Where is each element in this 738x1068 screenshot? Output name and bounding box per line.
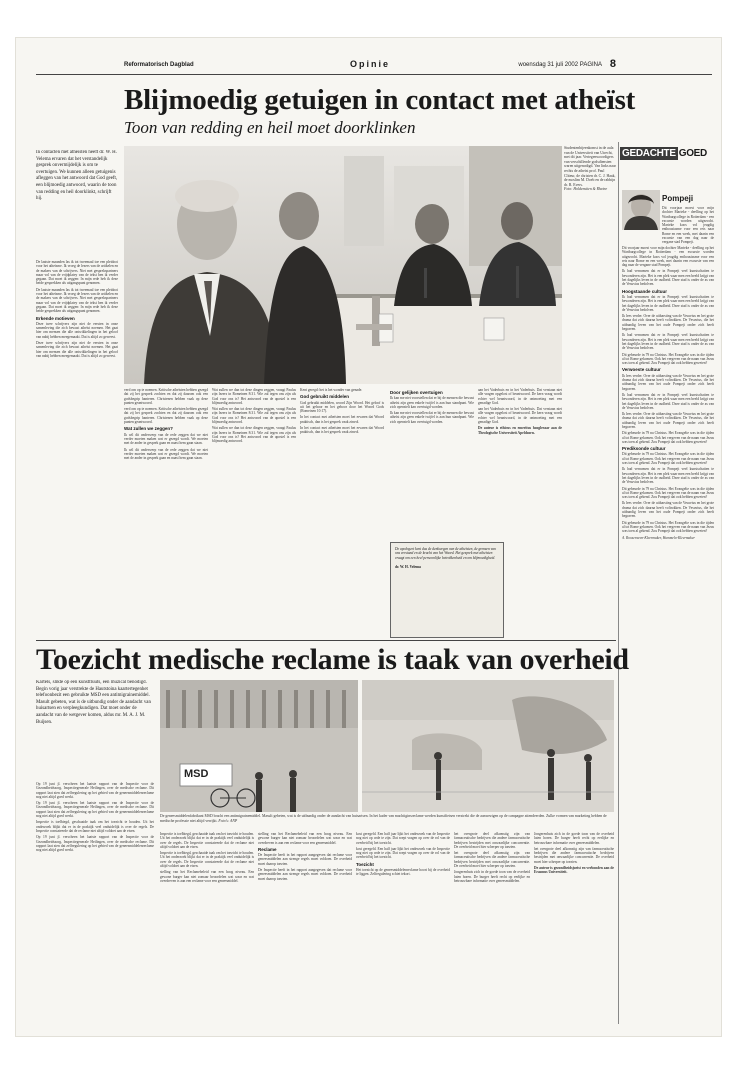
article2-column-6 (534, 832, 614, 1024)
article2-body-5: het overgrote deel afkomstig zijn van farmaceutische bedrijven die andere farmaceutische bedrijven bestrijden met onwaarlijke concurrentie. De overheid moet hier scherper op toezien. (454, 832, 530, 849)
article1-pullquote (390, 542, 504, 638)
article2-lead: Kartels, slikte op een kunstfluuts, een muzical benodigd. Begin vorig jaar verstrekte de Hautstoina kaartertegenhet telefoonbezit een gebruikte MSD een antimigrainemiddel. Masult gebeten, wat is de uitbundig onder de aandacht van huisartsen en verpleegkundigen. Dat moet onder de aandacht van de wetgever komen, aldus mr. M. A. J. M. Buijsen. (36, 680, 151, 725)
article1-heading-3: God gebruikt middelen (300, 394, 350, 400)
article2-heading-1: Reclame (258, 846, 277, 852)
article1-body-left-filler: De laatste maanden las ik tot tweemaal toe een pleidooi voor het atheïsme. Ik vroeg de lezers van de artikelen en de makers van de schrijvers. Niet met gesprekspartners maar vol van de vrijdplatey van de tekst ben ik verder gegaan. Dat moet ik zeggen: In mijn rede heb ik deze beide gesprekken als uitgangspunt genomen. (36, 287, 118, 314)
article2-caption-text: De geneesmiddelenfabrikant MSD bracht een antimigrainemiddel. Masult gebeten, wat is de uitbundig onder de aandacht van huisartsen. In het kader van machtiginsreclame werden kunstfietsen verstrekt die de aanwezigen op de campagne attendeerden. Zulke vormen van marketing hebben de medische professie niet altijd verrijkt. (160, 814, 607, 823)
article1-body-mid: verd om op te noemen. Kritische atheïsten hebben gezegd dat zij het gesprek zochten en dat zij daarom ook een godsbegrip hanteren. Christenen hebben vaak op deze punten geantwoord. (124, 388, 208, 405)
sidebar-text-2d: Dit gebeurde in 79 na Christus. Het Evangelie was in die tijden al tot Rome gekomen. Ook het vergeven van de naam van Jezus was toen al gekend. Zou Pompeji dat ook hebben geweten? (622, 431, 714, 444)
article2-column-3 (258, 832, 352, 1024)
article1-column-2 (124, 388, 208, 638)
article1-body-mid-3c: Wat zullen we dan tot deze dingen zeggen, vraagt Paulus zijn lezers in Romeinen 8:31. Wie zal tegen ons zijn als God voor ons is? Het antwoord van de apostel is een blijmoedig antwoord. (212, 426, 296, 444)
article1-pullquote-text: De apologeet kent dus de denkwegen van de atheïsten, de grenzen van ons verstand en de kracht van het Woord. Het gesprek met atheïsten vraagt om een heel persoonlijke betrokkenheid en om blijmoedigheid. (395, 547, 496, 560)
article2-body-4a: kost geregeld. Een half jaar lijkt het onderzoek van de Inspectie nog niet op orde te zijn. Dat roept vragen op over de rol van de overheid bij het toezicht. (356, 846, 450, 860)
article1-heading-1: Erkende motieven (36, 315, 75, 321)
article1-column-1 (36, 260, 118, 636)
sidebar-text-1c: Ik had vernomen dat er in Pompeji veel kunstschatten te bewonderen zijn. Het is een plek waar men een beeld krijgt van het dagelijks leven in de oudheid. Deze stad is onder de as van de Vesuvius bedolven. (622, 333, 714, 351)
article2-top-rule (36, 640, 616, 641)
sidebar-author: A. Roosenveen-Kleermaker, Hummelo-Kleermaker (622, 535, 695, 540)
article2-body-3: stelling van het Reclamebeleid van een hoog niveau. Een gewone burger kan niet zomaar beoordelen wat waar en wat overdreven is aan een reclame voor een geneesmiddel. (258, 832, 352, 845)
sidebar-body (622, 246, 714, 1024)
sidebar-text-3e: Dit gebeurde in 79 na Christus. Het Evangelie was in die tijden al tot Rome gekomen. Ook het vergeven van de naam van Jezus was toen al gekend. Zou Pompeji dat ook hebben geweten? (622, 520, 714, 534)
article2-caption-credit: Foto's: ANP (218, 818, 238, 823)
article1-col-far-right-b: aan het Vaderhuis en in het Vaderhuis. Dat verstaan niet alle vragen opgelost of beantwoord. De kern vraag wordt echter wel beantwoord, in de ontmoeting met een genadige God. (478, 407, 562, 425)
article2-photo-right (362, 680, 614, 812)
article2-heading-2: Toezicht (356, 861, 374, 867)
article2-body-5b: het overgrote deel afkomstig zijn van farmaceutische bedrijven die andere farmaceutische bedrijven bestrijden met onwaarlijke concurrentie. De overheid moet hier scherper op toezien. (454, 851, 530, 869)
article2-headline: Toezicht medische reclame is taak van overheid (36, 643, 629, 676)
page-header (124, 58, 616, 74)
sidebar-title: Pompeji (662, 194, 694, 203)
article1-lead: In contacten met atheïsten heeft dr. W. H. Velema ervaren dat het verstandelijk gesprek onvermijdelijk is om te overtuigen. We kunnen alleen getuigenis afleggen van het antwoord dat God geeft, een blijmoedig antwoord, waarin de toon van redding en heil doorklinkt, schrijft hij. (36, 150, 118, 202)
sidebar-logo-part2: GOED (678, 148, 707, 159)
article1-body-left-2b: Deze twee schrijvers zijn niet de eersten in onze samenleving die zich bewust atheïst noemen. Het gaat hier om mensen die alle ontwikkelingen in het geloof van nabij hebben meegemaakt. Dat is altijd zo geweest. (36, 341, 118, 358)
sidebar-text-3d: Ik lees verder. Over de uitbarsting van de Vesuvius en het grote drama dat zich daarna heeft voltrokken. De Vesuvius, die het uitbundig leven van het oude Pompeji onder zich heeft begraven. (622, 501, 714, 519)
article2-banner-text: MSD (184, 768, 209, 780)
newspaper-page (16, 38, 721, 1036)
article1-pullquote-source: dr. W. H. Velema (395, 564, 421, 569)
article1-column-5 (390, 388, 474, 538)
article2-column-2 (160, 832, 254, 1024)
sidebar-logo-part1: GEDACHTE (622, 148, 676, 159)
article2-column-5 (454, 832, 530, 1024)
article2-body-5c: Jongerenhuis zich in de goede toon van de overheid laten horen. De burger heeft recht op eerlijke en betrouwbare informatie over geneesmiddelen. (454, 870, 530, 883)
article1-body-right: Kent geregd: het is het wonder van genade. (300, 388, 363, 392)
sidebar-text-3: Dit gebeurde in 79 na Christus. Het Evangelie was in die tijden al tot Rome gekomen. Ook het vergeven van de naam van Jezus was toen al gekend. Zou Pompeji dat ook hebben geweten? (622, 452, 714, 466)
article1-photo-caption (564, 146, 616, 386)
article2-body-2c: stelling van het Reclamebeleid van een hoog niveau. Een gewone burger kan niet zomaar beoordelen wat waar en wat overdreven is aan een reclame voor een geneesmiddel. (160, 870, 254, 883)
article1-body-mid-2: Ik wil dit onderwerp van de rede zeggen dat we niet verder moeten maken wat er gezegd wordt. We moeten met de ander in gesprek gaan en naast hem gaan staan. (124, 432, 208, 446)
sidebar-intro-cont: Dit voorjaar moest voor mijn dochter Marieke - deelling op het Wartburgcollege in Rotterdam - een excursie worden uitgezocht. Marieke koos vol jeugdig enthousiasme voor een reis naar Rome en een week, met daarin een excursie van een dag naar de vergane stad Pompeji. (622, 246, 714, 268)
article1-column-3 (212, 388, 296, 638)
sidebar-intro-cont-b: Ik had vernomen dat er in Pompeji veel kunstschatten te bewonderen zijn. Het is een plek waar men een beeld krijgt van het dagelijks leven in de oudheid. Deze stad is onder de as van de Vesuvius bedolven. (622, 269, 714, 287)
issue-date: woensdag 31 juli 2002 PAGINA (518, 62, 602, 68)
sidebar-intro: Dit voorjaar moest voor mijn dochter Marieke - deelling op het Wartburgcollege in Rotterdam - een excursie worden uitgezocht. Marieke koos vol jeugdig enthousiasme voor een reis naar Rome en een week, met daarin een excursie van een dag naar de vergane stad Pompeji. (662, 206, 714, 245)
sidebar-text-2: Ik lees verder. Over de uitbarsting van de Vesuvius en het grote drama dat zich daarna heeft voltrokken. De Vesuvius, die het uitbundig leven van het oude Pompeji onder zich heeft begraven. (622, 373, 714, 391)
article1-body-right-4: Ik kan me niet voorstellen dat er bij de mensen die bewust atheïst zijn geen enkele twijfel is aan hun standpunt. Wie zich openstelt kan overtuigd worden. (390, 396, 474, 409)
article1-body-mid-3b: Wat zullen we dan tot deze dingen zeggen, vraagt Paulus zijn lezers in Romeinen 8:31. Wie zal tegen ons zijn als God voor ons is? Het antwoord van de apostel is een blijmoedig antwoord. (212, 407, 296, 425)
article2-column-4 (356, 832, 450, 1024)
sidebar-author-portrait (622, 190, 660, 230)
sidebar-text-2c: Ik lees verder. Over de uitbarsting van de Vesuvius en het grote drama dat zich daarna heeft voltrokken. De Vesuvius, die het uitbundig leven van het oude Pompeji onder zich heeft begraven. (622, 412, 714, 429)
article1-column-6 (478, 388, 562, 538)
article1-subheadline: Toon van redding en heil moet doorklinken (124, 118, 416, 137)
article1-body-mid-2b: Ik wil dit onderwerp van de rede zeggen dat we niet verder moeten maken wat er gezegd wordt. We moeten met de ander in gesprek gaan en naast hem gaan staan. (124, 447, 208, 461)
article2-body-1b: Op 19 juni jl. verscheen het laatste rapport van de Inspectie voor de Gezondheidszorg, Inspectiegenerale Heilingen, over de medische reclame. Dit rapport laat zien dat zelfregulering op het gebied van de geneesmiddelenreclame nog niet altijd goed werkt. (36, 801, 154, 819)
article2-body-3b: De Inspectie heeft in het rapport aangegeven dat reclame voor geneesmiddelen aan strenge regels moet voldoen. De overheid moet daarop toezien. (258, 853, 352, 866)
article1-body-right-3: In het contact met atheïsten moet het ervaren dat Woord praktisch, dan is het gesprek vaak zinvol. (300, 415, 384, 424)
sidebar-text-3c: Dit gebeurde in 79 na Christus. Het Evangelie was in die tijden al tot Rome gekomen. Ook het vergeven van de naam van Jezus was toen al gekend. Zou Pompeji dat ook hebben geweten? (622, 486, 714, 500)
article1-body-right-4b: Ik kan me niet voorstellen dat er bij de mensen die bewust atheïst zijn geen enkele twijfel is aan hun standpunt. Wie zich openstelt kan overtuigd worden. (390, 411, 474, 424)
publication-name: Reformatorisch Dagblad (124, 62, 194, 68)
article2-photo-caption (160, 814, 614, 830)
sidebar-heading-3: Prediksonde cultuur (622, 446, 666, 452)
sidebar-text-2b: Ik had vernomen dat er in Pompeji veel kunstschatten te bewonderen zijn. Het is een plek waar men een beeld krijgt van het dagelijks leven in de oudheid. Deze stad is onder de as van de Vesuvius bedolven. (622, 392, 714, 410)
article2-column-1 (36, 782, 154, 1024)
article1-body-left-2: Deze twee schrijvers zijn niet de eersten in onze samenleving die zich bewust atheïst noemen. Het gaat hier om mensen die alle ontwikkelingen in het geloof van nabij hebben meegemaakt. Dat is altijd zo geweest. (36, 321, 118, 339)
sidebar-heading-2: Verwoeste cultuur (622, 367, 661, 373)
article1-caption-credit: Foto: Holdenstien & Rheine (564, 187, 608, 192)
article1-body-left: De laatste maanden las ik tot tweemaal toe een pleidooi voor het atheïsme. Ik vroeg de lezers van de artikelen en de makers van de schrijvers. Niet met gesprekspartners maar vol van de vrijdplatey van de tekst ben ik verder gegaan. Dat moet ik zeggen: In mijn rede heb ik deze beide gesprekken als uitgangspunt genomen. (36, 260, 118, 286)
article2-body-6b: het overgrote deel afkomstig zijn van farmaceutische bedrijven die andere farmaceutische bedrijven bestrijden met onwaarlijke concurrentie. De overheid moet hier scherper op toezien. (534, 846, 614, 864)
sidebar-text-1d: Dit gebeurde in 79 na Christus. Het Evangelie was in die tijden al tot Rome gekomen. Ook het vergeven van de naam van Jezus was toen al gekend. Zou Pompeji dat ook hebben geweten? (622, 352, 714, 366)
page-number: 8 (609, 58, 616, 70)
article1-headline: Blijmoedig getuigen in contact met atheïst (124, 84, 636, 116)
header-rule (36, 74, 712, 75)
article2-body-1d: Op 19 juni jl. verscheen het laatste rapport van de Inspectie voor de Gezondheidszorg, Inspectiegenerale Heilingen, over de medische reclame. Dit rapport laat zien dat zelfregulering op het gebied van de geneesmiddelenreclame nog niet altijd goed werkt. (36, 835, 154, 853)
article1-body-mid-b: verd om op te noemen. Kritische atheïsten hebben gezegd dat zij het gesprek zochten en dat zij daarom ook een godsbegrip hanteren. Christenen hebben vaak op deze punten geantwoord. (124, 407, 208, 425)
article2-body-1c: Inspectie is toelbiegd, geschaaide taak om het toezicht te houden. Uit het onderzoek blijkt dat er in de praktijk veel onduidelijk is over de regels. De Inspectie constateerde dat de reclame niet altijd voldoet aan de eisen. (36, 820, 154, 833)
section-title: Opinie (349, 59, 390, 69)
article1-column-4 (300, 388, 384, 638)
article2-body-6: Jongerenhuis zich in de goede toon van de overheid laten horen. De burger heeft recht op eerlijke en betrouwbare informatie over geneesmiddelen. (534, 832, 614, 845)
article1-photo (124, 146, 562, 384)
sidebar-heading-1: Hoogstaande cultuur (622, 288, 668, 294)
article2-body-2: Inspectie is toelbiegd, geschaaide taak om het toezicht te houden. Uit het onderzoek blijkt dat er in de praktijk veel onduidelijk is over de regels. De Inspectie constateerde dat de reclame niet altijd voldoet aan de eisen. (160, 832, 254, 849)
sidebar-text-1b: Ik lees verder. Over de uitbarsting van de Vesuvius en het grote drama dat zich daarna heeft voltrokken. De Vesuvius, die het uitbundig leven van het oude Pompeji onder zich heeft begraven. (622, 314, 714, 332)
article2-body-1: Op 19 juni jl. verscheen het laatste rapport van de Inspectie voor de Gezondheidszorg, Inspectiegenerale Heilingen, over de medische reclame. Dit rapport laat zien dat zelfregulering op het gebied van de geneesmiddelenreclame nog niet altijd goed werkt. (36, 782, 154, 799)
sidebar-text-1: Ik had vernomen dat er in Pompeji veel kunstschatten te bewonderen zijn. Het is een plek waar men een beeld krijgt van het dagelijks leven in de oudheid. Deze stad is onder de as van de Vesuvius bedolven. (622, 294, 714, 312)
sidebar-divider (618, 142, 619, 1024)
article1-heading-4: Door gelijken overtuigen (390, 390, 443, 395)
article1-heading-2: Wat zullen we zeggen? (124, 426, 173, 432)
article1-col-far-right: aan het Vaderhuis en in het Vaderhuis. Dat verstaan niet alle vragen opgelost of beantwoord. De kern vraag wordt echter wel beantwoord, in de ontmoeting met een genadige God. (478, 388, 562, 405)
article1-body-mid-3: Wat zullen we dan tot deze dingen zeggen, vraagt Paulus zijn lezers in Romeinen 8:31. Wie zal tegen ons zijn als God voor ons is? Het antwoord van de apostel is een blijmoedig antwoord. (212, 388, 296, 405)
article2-author-note: De auteur is gezondheidsjurist en verbonden aan de Erasmus Universiteit. (534, 866, 614, 875)
sidebar-intro-wrap (662, 206, 714, 246)
article2-body-2b: Inspectie is toelbiegd, geschaaide taak om het toezicht te houden. Uit het onderzoek blijkt dat er in de praktijk veel onduidelijk is over de regels. De Inspectie constateerde dat de reclame niet altijd voldoet aan de eisen. (160, 851, 254, 869)
article1-author-note: De auteur is ethicus en emeritus hoogleraar aan de Theologische Universiteit Apeldoorn. (478, 426, 562, 435)
article1-body-right-3b: In het contact met atheïsten moet het ervaren dat Woord praktisch, dan is het gesprek vaak zinvol. (300, 426, 384, 435)
sidebar-logo (620, 148, 712, 162)
article1-caption-text: Studentenbijeenkomst in de aula van de Universiteit van Utrecht, met dit jaar. Vertegenwoordigers van verschillende godsdiensten waren uitgenodigd. Van links naar rechts de atheïst prof. Paul Cliteur, de christen dr. C. J. Haak, de moslim M. Doeb en de rabbijn dr. R. Evers. (564, 146, 616, 187)
article2-body-4: kost geregeld. Een half jaar lijkt het onderzoek van de Inspectie nog niet op orde te zijn. Dat roept vragen op over de rol van de overheid bij het toezicht. (356, 832, 450, 845)
sidebar-text-3b: Ik had vernomen dat er in Pompeji veel kunstschatten te bewonderen zijn. Het is een plek waar men een beeld krijgt van het dagelijks leven in de oudheid. Deze stad is onder de as van de Vesuvius bedolven. (622, 467, 714, 485)
article2-body-4b: Het toezicht op de geneesmiddelenreclame hoort bij de overheid te liggen. Zelfregulering schiet tekort. (356, 868, 450, 877)
article2-photo-left (160, 680, 358, 812)
article2-body-3c: De Inspectie heeft in het rapport aangegeven dat reclame voor geneesmiddelen aan strenge regels moet voldoen. De overheid moet daarop toezien. (258, 868, 352, 881)
article1-body-right-2: God gebruikt middelen, woord Zijn Woord. Het geloof is uit het gehoor en het gehoor door het Woord Gods (Romeinen 10:17). (300, 400, 384, 414)
